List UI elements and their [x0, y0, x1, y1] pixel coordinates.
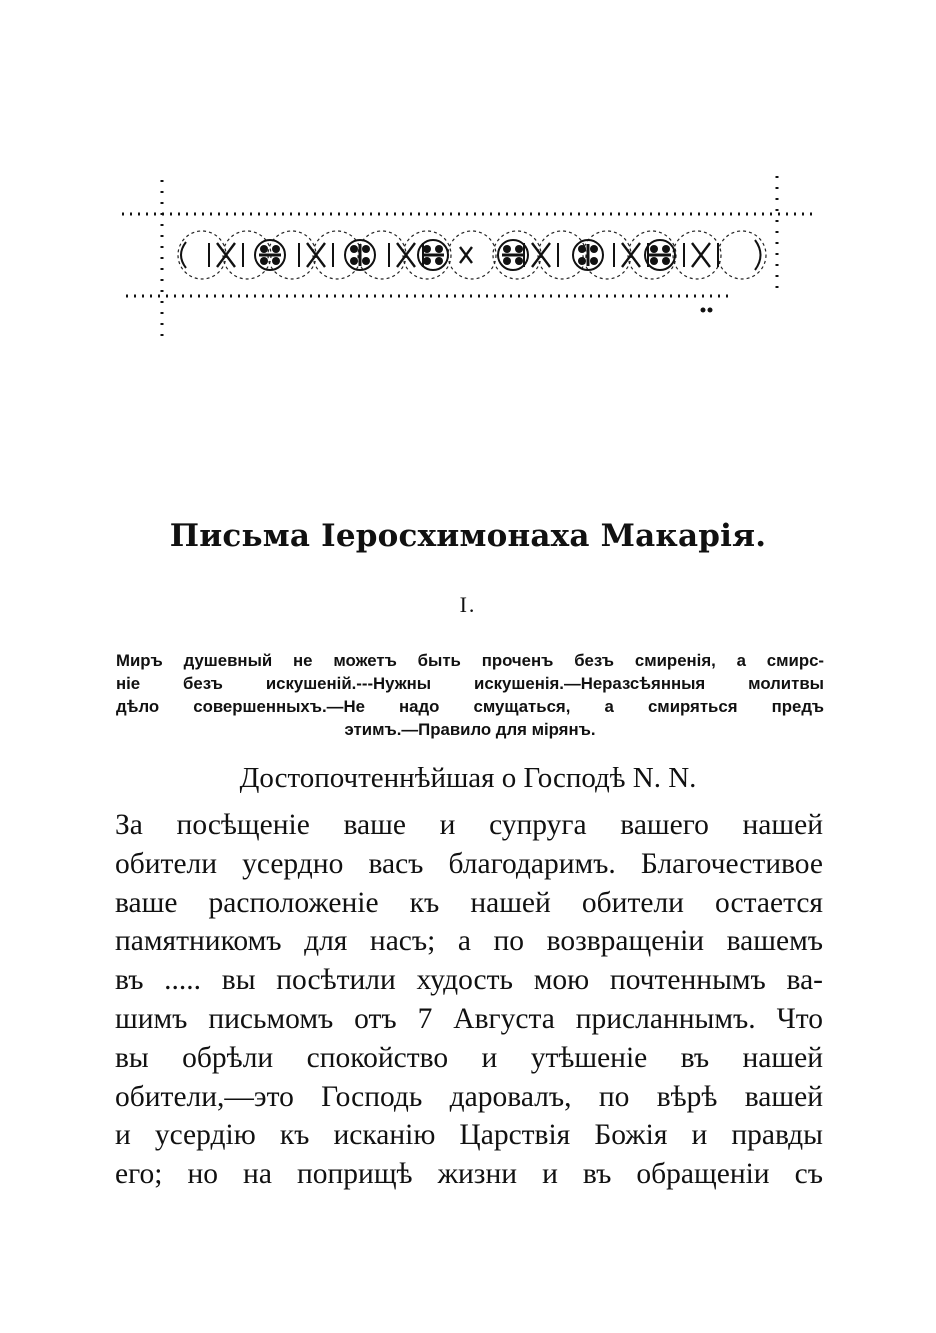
body-line: шимъ письмомъ отъ 7 Августа присланнымъ. Что — [115, 1002, 823, 1035]
body-line: За посѣщеніе ваше и супруга вашего нашей — [115, 809, 823, 841]
page-title: Письма Іеросхимонаха Макарія. — [169, 518, 767, 554]
body-line: обители,—это Господь даровалъ, по вѣрѣ вашей — [115, 1080, 823, 1113]
body-line: въ ..... вы посѣтили худость мою почтеннымъ ва- — [115, 964, 823, 997]
summary-line: Миръ душевный не можетъ быть проченъ безъ смиренія, а смирс- — [116, 651, 824, 670]
body-line: вы обрѣли спокойство и утѣшеніе въ нашей — [115, 1041, 823, 1074]
summary-line: дѣло совершенныхъ.—Не надо смущаться, а смиряться предъ — [116, 697, 824, 716]
section-number: I. — [459, 592, 477, 617]
body-line: обители усердно васъ благодаримъ. Благочестивое — [115, 847, 823, 880]
body-line: ваше расположеніе къ нашей обители остается — [115, 886, 823, 919]
salutation: Достопочтеннѣйшая о Господѣ N. N. — [239, 762, 697, 794]
letter-body — [115, 806, 823, 1194]
letter-summary — [116, 649, 824, 741]
body-line: его; но на поприщѣ жизни и въ обращеніи съ — [115, 1158, 823, 1191]
body-line: и усердію къ исканію Царствія Божія и правды — [115, 1119, 823, 1152]
body-line: памятникомъ для насъ; а по возвращеніи вашемъ — [115, 925, 823, 958]
summary-line: ніе безъ искушеній.---Нужны искушенія.—Неразсѣянныя молитвы — [116, 674, 824, 693]
ornamental-header-band — [118, 176, 818, 341]
summary-line: этимъ.—Правило для мірянъ. — [344, 720, 596, 739]
